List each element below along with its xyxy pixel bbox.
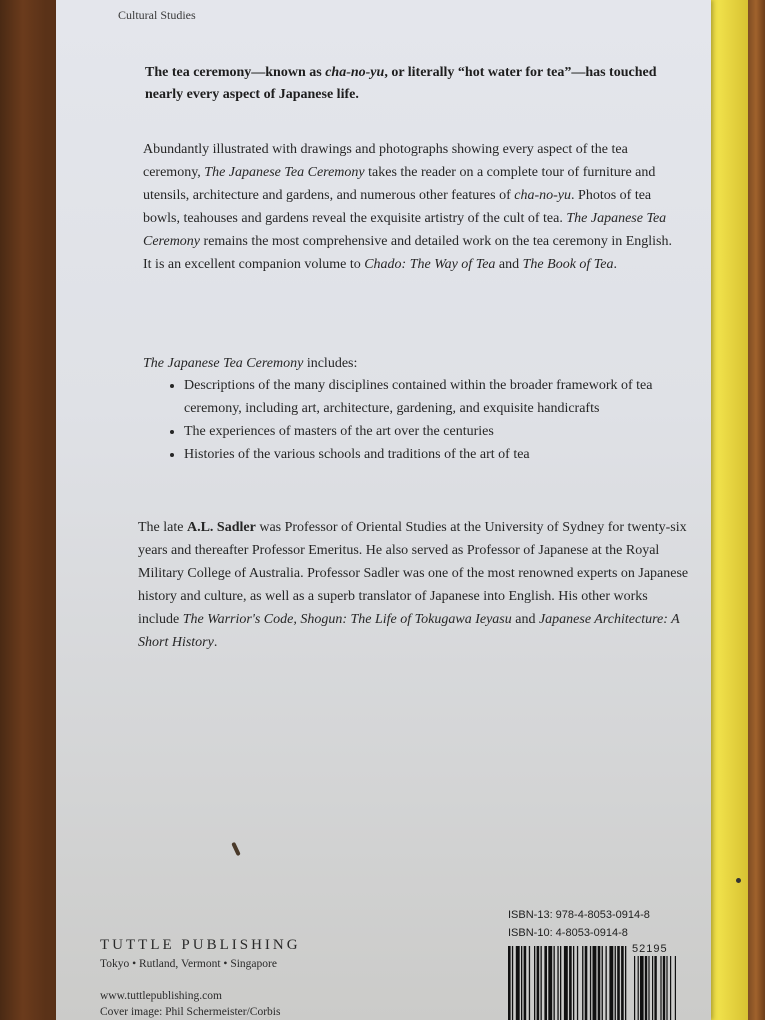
list-item: • Descriptions of the many disciplines contained within the broader framework of tea ceremony, including art, architecture, gardening, and exquisite handicrafts: [184, 374, 684, 420]
isbn-10: ISBN-10: 4-8053-0914-8: [508, 927, 628, 939]
description-paragraph: Abundantly illustrated with drawings and photographs showing every aspect of the tea ceremony, The Japanese Tea Ceremony takes the reader on a complete tour of furniture and utensils, architecture and gardens, and numerous other features of cha-no-yu. Photos of tea bowls, teahouses and gardens reveal the exquisite artistry of the cult of tea. The Japanese Tea Ceremony remains the most comprehensive and detailed work on the tea ceremony in English. It is an excellent companion volume to Chado: The Way of Tea and The Book of Tea.: [143, 142, 673, 272]
book-title: The Japanese Tea Ceremony: [143, 211, 667, 249]
includes-list: [164, 374, 684, 466]
term-cha-no-yu: cha-no-yu: [325, 65, 385, 80]
isbn-13: ISBN-13: 978-4-8053-0914-8: [508, 909, 650, 921]
companion-title: Chado: The Way of Tea: [364, 257, 496, 272]
list-item: • The experiences of masters of the art over the centuries: [184, 420, 684, 443]
lead-statement: The tea ceremony—known as cha-no-yu, or literally “hot water for tea”—has touched nearly every aspect of Japanese life.: [145, 65, 657, 102]
publisher-name: TUTTLE PUBLISHING: [100, 937, 301, 953]
author-bio: The late A.L. Sadler was Professor of Oriental Studies at the University of Sydney for twenty-six years and thereafter Professor Emeritus. He also served as Professor of Japanese at the Royal Military College of Australia. Professor Sadler was one of the most renowned experts on Japanese history and culture, as well as a superb translator of Japanese into English. His other works include The Warrior's Code, Shogun: The Life of Tokugawa Ieyasu and Japanese Architecture: A Short History.: [138, 520, 689, 650]
barcode-icon: [508, 946, 686, 1020]
companion-title: The Book of Tea: [522, 257, 614, 272]
book-back-cover: [56, 0, 711, 1020]
includes-heading: The Japanese Tea Ceremony includes:: [143, 356, 358, 371]
wood-table-edge: [747, 0, 765, 1020]
publisher-url: www.tuttlepublishing.com: [100, 990, 222, 1002]
other-work-title: The Warrior's Code, Shogun: The Life of Tokugawa Ieyasu: [182, 612, 512, 627]
smudge-mark: [231, 842, 241, 856]
term-cha-no-yu: cha-no-yu: [514, 188, 572, 203]
cover-image-credit: Cover image: Phil Schermeister/Corbis: [100, 1006, 281, 1018]
category-label: Cultural Studies: [118, 8, 196, 22]
author-name: A.L. Sadler: [186, 520, 256, 535]
other-work-title: Japanese Architecture: A Short History: [138, 612, 680, 650]
book-title: The Japanese Tea Ceremony: [143, 356, 304, 371]
list-item: • Histories of the various schools and traditions of the art of tea: [184, 443, 684, 466]
speck-dot: [736, 878, 741, 883]
price-code: 52195: [632, 943, 668, 955]
publisher-cities: Tokyo • Rutland, Vermont • Singapore: [100, 958, 277, 970]
book-title: The Japanese Tea Ceremony: [204, 165, 365, 180]
